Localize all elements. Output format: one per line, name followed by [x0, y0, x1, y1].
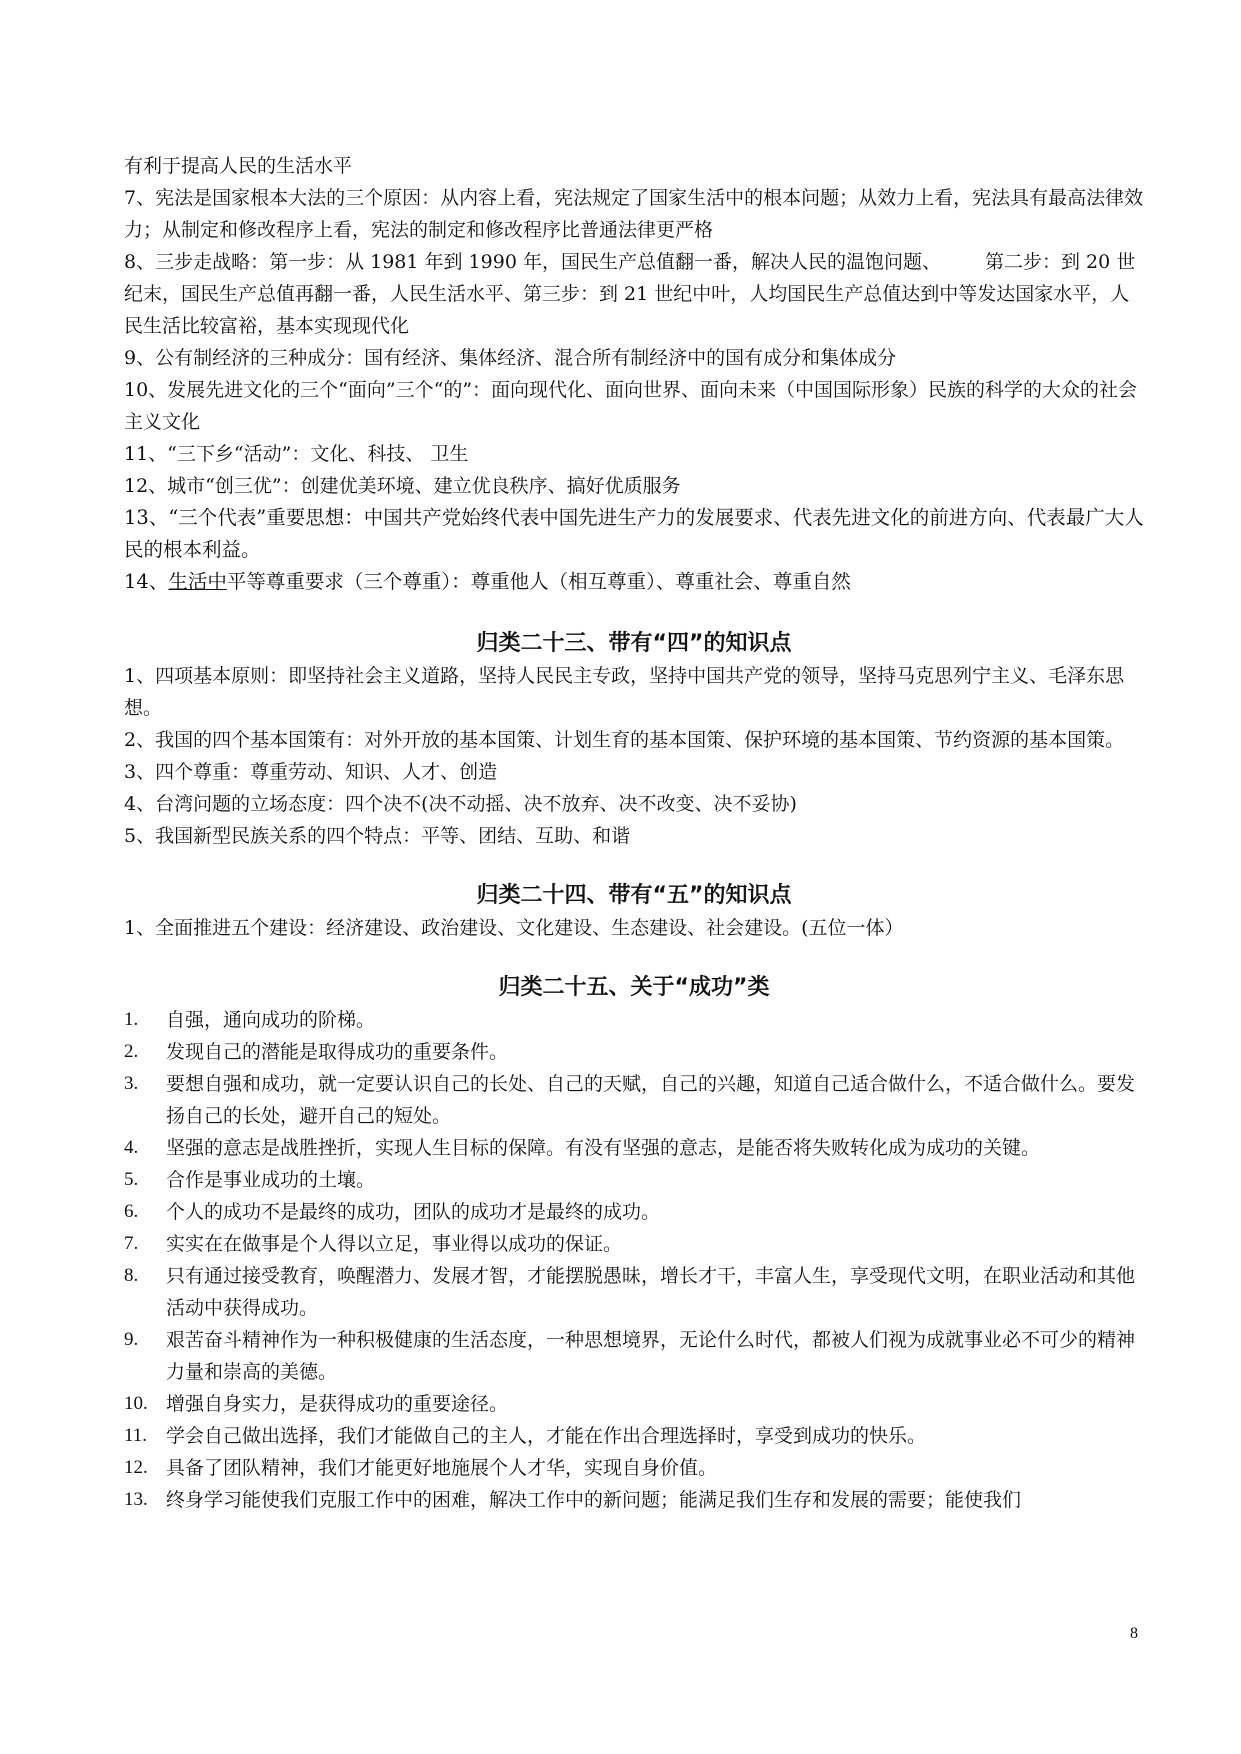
- list-item-text: 实实在在做事是个人得以立足，事业得以成功的保证。: [166, 1233, 623, 1255]
- list-item-text: 只有通过接受教育，唤醒潜力、发展才智，才能摆脱愚昧，增长才干，丰富人生，享受现代文明，在职业活动和其他活动中获得成功。: [166, 1265, 1136, 1319]
- page-number: 8: [1130, 1625, 1138, 1642]
- list-item: [124, 1260, 1144, 1324]
- item-14-prefix: 14、: [124, 570, 169, 593]
- section-23-item: 4、台湾问题的立场态度：四个决不(决不动摇、决不放弃、决不改变、决不妥协): [124, 793, 797, 815]
- section-23-item: 1、四项基本原则：即坚持社会主义道路，坚持人民民主专政，坚持中国共产党的领导，坚持马克思列宁主义、毛泽东思想。: [124, 665, 1125, 719]
- section-25-title: 归类二十五、关于“成功”类: [498, 975, 770, 1000]
- list-item: [124, 1484, 1144, 1516]
- item-8: [124, 246, 1144, 342]
- continued-line: 有利于提高人民的生活水平: [124, 155, 353, 177]
- section-24-title: 归类二十四、带有“五”的知识点: [476, 883, 792, 908]
- list-item-text: 坚强的意志是战胜挫折，实现人生目标的保障。有没有坚强的意志，是能否将失败转化成为成功的关键。: [166, 1137, 1041, 1159]
- list-item-text: 艰苦奋斗精神作为一种积极健康的生活态度，一种思想境界，无论什么时代，都被人们视为成就事业必不可少的精神力量和崇高的美德。: [166, 1329, 1136, 1383]
- list-item-number: 2.: [124, 1041, 139, 1062]
- item-9: 9、公有制经济的三种成分：国有经济、集体经济、混合所有制经济中的国有成分和集体成分: [124, 347, 897, 369]
- section-23-title: 归类二十三、带有“四”的知识点: [476, 631, 792, 656]
- section-24-list: [124, 912, 1144, 944]
- list-item: [124, 1004, 1144, 1036]
- list-item-number: 6.: [124, 1201, 139, 1222]
- list-item-number: 9.: [124, 1329, 139, 1350]
- section-23-item: 2、我国的四个基本国策有：对外开放的基本国策、计划生育的基本国策、保护环境的基本国策、节约资源的基本国策。: [124, 729, 1125, 751]
- list-item-text: 发现自己的潜能是取得成功的重要条件。: [166, 1041, 509, 1063]
- list-item-text: 自强，通向成功的阶梯。: [166, 1009, 376, 1031]
- section-24-item: 1、全面推进五个建设：经济建设、政治建设、文化建设、生态建设、社会建设。(五位一体）: [124, 917, 904, 939]
- list-item: [124, 1388, 1144, 1420]
- item-10: 10、发展先进文化的三个“面向”三个“的”：面向现代化、面向世界、面向未来（中国国际形象）民族的科学的大众的社会主义文化: [124, 379, 1138, 433]
- list-item: [124, 1132, 1144, 1164]
- item-12: 12、城市“创三优”：创建优美环境、建立优良秩序、搞好优质服务: [124, 475, 681, 497]
- list-item: [124, 1036, 1144, 1068]
- item-14: [124, 566, 1144, 598]
- list-item-text: 学会自己做出选择，我们才能做自己的主人，才能在作出合理选择时，享受到成功的快乐。: [166, 1425, 927, 1447]
- list-item-text: 增强自身实力，是获得成功的重要途径。: [166, 1393, 509, 1415]
- section-23-item: 5、我国新型民族关系的四个特点：平等、团结、互助、和谐: [124, 825, 631, 847]
- item-13: 13、“三个代表”重要思想：中国共产党始终代表中国先进生产力的发展要求、代表先进文化的前进方向、代表最广大人民的根本利益。: [124, 506, 1144, 561]
- list-item-number: 8.: [124, 1265, 139, 1286]
- list-item: [124, 1164, 1144, 1196]
- list-item-text: 合作是事业成功的土壤。: [166, 1169, 376, 1191]
- list-item-number: 4.: [124, 1137, 139, 1158]
- item-8-part-b: 第二步：到 20 世纪末，国民生产总值再翻一番，人民生活水平、第三步：到 21 世纪中叶，人均国民生产总值达到中等发达国家水平，人民生活比较富裕，基本实现现代化: [124, 251, 1136, 337]
- list-item-text: 具备了团队精神，我们才能更好地施展个人才华，实现自身价值。: [166, 1457, 718, 1479]
- list-item-text: 要想自强和成功，就一定要认识自己的长处、自己的天赋，自己的兴趣，知道自己适合做什么，不适合做什么。要发扬自己的长处，避开自己的短处。: [166, 1073, 1136, 1127]
- list-item-number: 11.: [124, 1425, 148, 1446]
- item-8-part-a: 8、三步走战略：第一步：从 1981 年到 1990 年，国民生产总值翻一番，解决人民的温饱问题、: [124, 251, 941, 273]
- section-23-item: 3、四个尊重：尊重劳动、知识、人才、创造: [124, 761, 498, 783]
- item-7: 7、宪法是国家根本大法的三个原因：从内容上看，宪法规定了国家生活中的根本问题；从效力上看，宪法具有最高法律效力；从制定和修改程序上看，宪法的制定和修改程序比普通法律更严格: [124, 187, 1144, 241]
- section-23-list: [124, 660, 1144, 852]
- list-item: [124, 1068, 1144, 1132]
- item-14-rest: 平等尊重要求（三个尊重）：尊重他人（相互尊重）、尊重社会、尊重自然: [226, 570, 851, 593]
- list-item-number: 13.: [124, 1489, 148, 1510]
- list-item-number: 1.: [124, 1009, 139, 1030]
- item-14-underlined: 生活中: [168, 570, 227, 593]
- list-item: [124, 1452, 1144, 1484]
- list-item-number: 10.: [124, 1393, 148, 1414]
- list-item-number: 5.: [124, 1169, 139, 1190]
- section-25-list: [124, 1004, 1144, 1516]
- list-item: [124, 1196, 1144, 1228]
- document-page: [124, 150, 1144, 1516]
- list-item: [124, 1228, 1144, 1260]
- list-item-text: 个人的成功不是最终的成功，团队的成功才是最终的成功。: [166, 1201, 661, 1223]
- list-item: [124, 1324, 1144, 1388]
- list-item-text: 终身学习能使我们克服工作中的困难，解决工作中的新问题；能满足我们生存和发展的需要；能使我们: [166, 1489, 1022, 1511]
- list-item-number: 7.: [124, 1233, 139, 1254]
- item-11: 11、“三下乡“活动”：文化、科技、 卫生: [124, 443, 469, 465]
- list-item-number: 3.: [124, 1073, 139, 1094]
- list-item-number: 12.: [124, 1457, 148, 1478]
- list-item: [124, 1420, 1144, 1452]
